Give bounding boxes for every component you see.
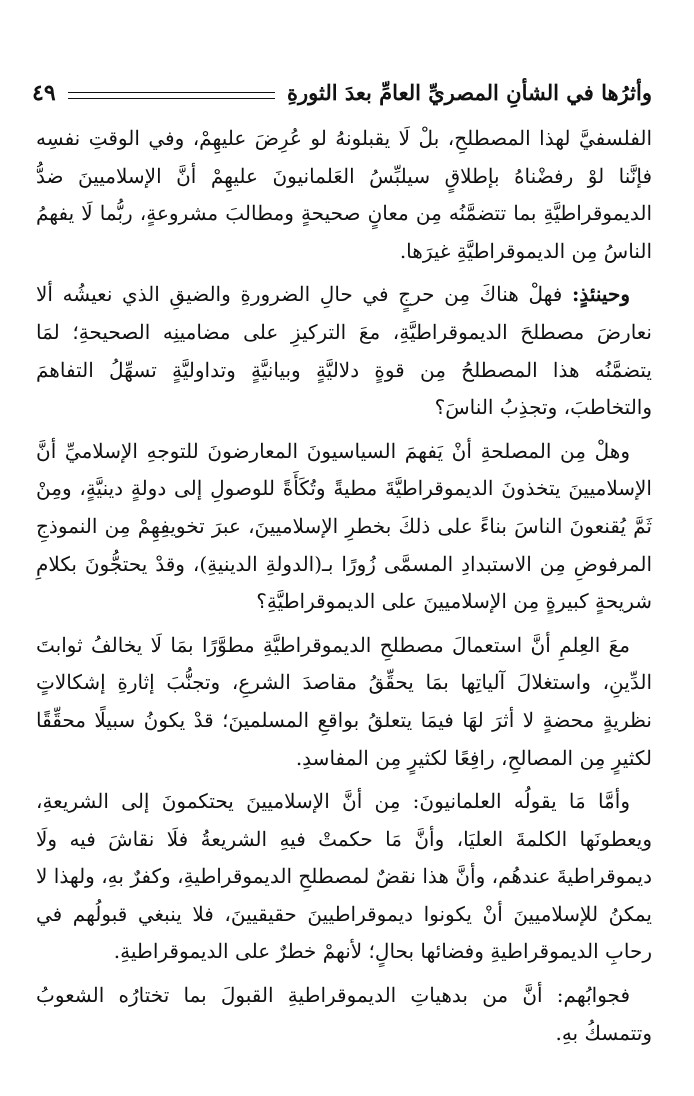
paragraph-5 (36, 783, 652, 971)
paragraph-1 (36, 120, 652, 270)
paragraph-text: معَ العِلمِ أنَّ استعمالَ مصطلحِ الديموقراطيَّةِ مطوَّرًا بمَا لَا يخالفُ ثوابتَ الدِّينِ، واستغلالَ آلياتِها بمَا يحقِّقُ مقاصدَ الشرعِ، وتجنُّبَ إثارةِ إشكالاتٍ نظريةٍ محضةٍ لا أثرَ لهَا فيمَا يتعلقُ بواقعِ المسلمينَ؛ قدْ يكونُ سبيلًا محقِّقًا لكثيرٍ مِن المصالحِ، رافِعًا لكثيرٍ مِن المفاسدِ. (36, 632, 652, 770)
paragraph-text: الفلسفيَّ لهذا المصطلحِ، بلْ لَا يقبلونهُ لو عُرِضَ عليهِمْ، وفي الوقتِ نفسِه فإنَّنا لوْ رفضْناهُ بإطلاقٍ سيلبِّسُ العَلمانيونَ عليهِمْ أنَّ الإسلاميينَ ضدُّ الديموقراطيَّةِ بما تتضمَّنُه مِن معانٍ صحيحةٍ ومطالبَ مشروعةٍ، ربُّما لَا يفهمُ الناسُ مِن الديموقراطيَّةِ غيرَها. (36, 126, 652, 263)
page-body (36, 120, 652, 1058)
page-number: ٤٩ (32, 80, 56, 106)
header-rule (68, 92, 275, 99)
paragraph-lead: وحينئذٍ: (571, 282, 630, 307)
paragraph-text: فهلْ هناكَ مِن حرجٍ في حالِ الضرورةِ والضيقِ الذي نعيشُه ألا نعارضَ مصطلحَ الديموقراطيَّةِ، معَ التركيزِ على مضامينِه الصحيحةِ؛ لمَا يتضمَّنُه هذا المصطلحُ مِن قوةٍ دلاليَّةٍ وبيانيَّةٍ وتداوليَّةٍ تسهِّلُ التفاهمَ والتخاطبَ، وتجذِبُ الناسَ؟ (36, 282, 652, 420)
header-title: وأثرُها في الشأنِ المصريِّ العامِّ بعدَ الثورةِ (286, 80, 652, 105)
paragraph-6 (36, 977, 652, 1052)
paragraph-text: فجوابُهم: أنَّ من بدهياتِ الديموقراطيةِ القبولَ بما تختارُه الشعوبُ وتتمسكُ بهِ. (36, 983, 652, 1045)
paragraph-text: وأمَّا مَا يقولُه العلمانيونَ: مِن أنَّ الإسلاميينَ يحتكمونَ إلى الشريعةِ، ويعطونَها الكلمةَ العليَا، وأنَّ مَا حكمتْ فيهِ الشريعةُ فلَا نقاشَ فيه ولَا ديموقراطيةَ عندهُم، وأنَّ هذا نقضٌ لمصطلحِ الديموقراطيةِ، وكفرٌ بهِ، ولهذا لا يمكنُ للإسلاميينَ أنْ يكونوا ديموقراطيينَ حقيقيينَ، فلا ينبغي قبولُهم في رحابِ الديموقراطيةِ وفضائها بحالٍ؛ لأنهمْ خطرٌ على الديموقراطيةِ. (36, 789, 652, 964)
paragraph-2 (36, 276, 652, 426)
running-header (32, 70, 652, 108)
paragraph-4 (36, 627, 652, 777)
paragraph-3 (36, 433, 652, 621)
paragraph-text: وهلْ مِن المصلحةِ أنْ يَفهمَ السياسيونَ المعارضونَ للتوجهِ الإسلاميِّ أنَّ الإسلاميينَ يتخذونَ الديموقراطيَّةَ مطيةً وتُكَأَةً للوصولِ إلى دولةٍ دينيَّةٍ، ومِنْ ثَمَّ يُقنعونَ الناسَ بناءً على ذلكَ بخطرِ الإسلاميينَ، عبرَ تخويفِهِمْ مِن النموذجِ المرفوضِ مِن الاستبدادِ المسمَّى زُورًا بـ(الدولةِ الدينيةِ)، وقدْ يحتجُّونَ بكلامِ شريحةٍ كبيرةٍ مِن الإسلاميينَ على الديموقراطيَّةِ؟ (36, 438, 652, 614)
